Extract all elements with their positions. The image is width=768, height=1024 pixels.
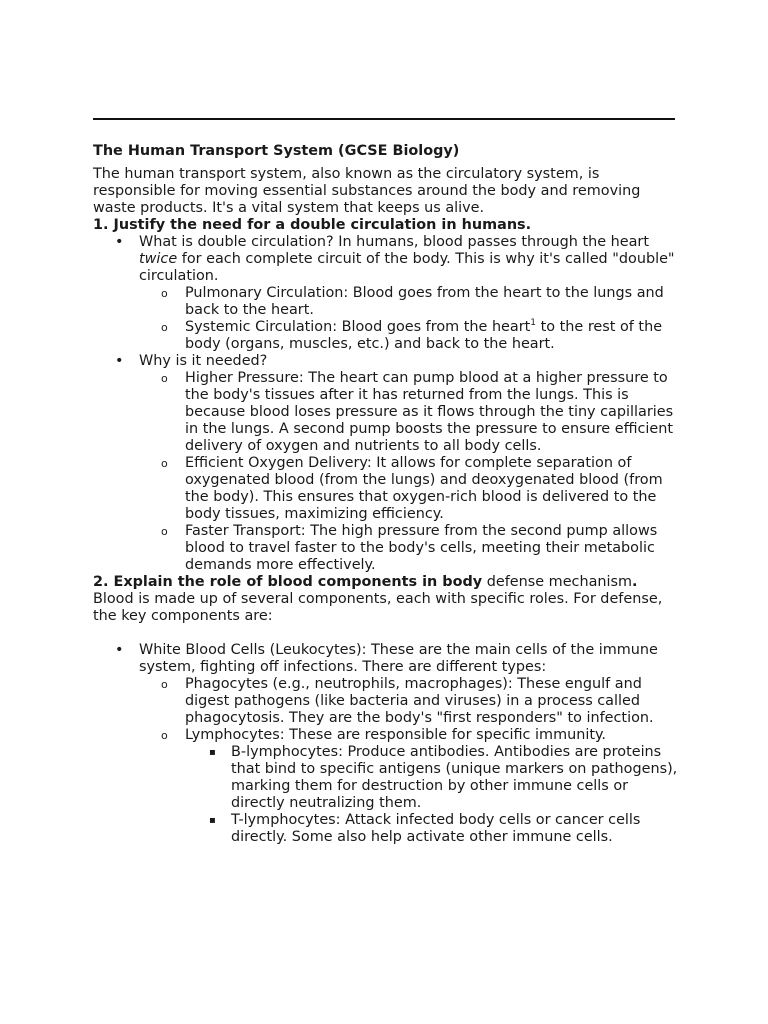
item-text: Systemic Circulation: Blood goes from the heart$^1$ to the rest of the body (organs, muscles, etc.) and back to the heart. <box>185 318 663 352</box>
section-2-heading: 2. Explain the role of blood components in body defense mechanism. <box>93 574 638 590</box>
circle-bullet-icon: o <box>161 321 168 334</box>
item-text: Lymphocytes: These are responsible for specific immunity. <box>185 727 607 743</box>
circle-bullet-icon: o <box>161 457 168 470</box>
document-title: The Human Transport System (GCSE Biology) <box>93 143 460 159</box>
footnote-ref[interactable]: 1 <box>530 318 537 328</box>
document-body <box>93 166 678 846</box>
bullet-icon: • <box>115 234 124 250</box>
list-item-white-blood-cells <box>93 642 678 846</box>
circle-bullet-icon: o <box>161 678 168 691</box>
intro-paragraph: The human transport system, also known as the circulatory system, is responsible for moving essential substances around the body and removing waste products. It's a vital system that keeps us alive. <box>93 166 641 216</box>
bullet-icon: • <box>115 642 124 658</box>
list-item-phagocytes <box>139 676 678 727</box>
section-2-list <box>93 642 678 846</box>
sub-list <box>139 285 678 353</box>
item-text: Efficient Oxygen Delivery: It allows for complete separation of oxygenated blood (from the lungs) and deoxygenated blood (from the body). This ensures that oxygen-rich blood is delivered to the body tissues, maximizing efficiency. <box>185 455 663 522</box>
emphasis-text: twice <box>139 251 178 267</box>
section-1-heading: 1. Justify the need for a double circulation in humans. <box>93 217 532 233</box>
list-item-faster-transport <box>139 523 678 574</box>
item-text: Faster Transport: The high pressure from the second pump allows blood to travel faster to the body's cells, meeting their metabolic demands more effectively. <box>185 523 658 573</box>
item-text: Why is it needed? <box>139 353 268 369</box>
item-text: Phagocytes (e.g., neutrophils, macrophages): These engulf and digest pathogens (like bacteria and viruses) in a process called phagocytosis. They are the body's "first responders" to infection. <box>185 676 654 726</box>
paragraph-spacer <box>93 625 678 642</box>
item-text: Higher Pressure: The heart can pump blood at a higher pressure to the body's tissues after it has returned from the lungs. This is because blood loses pressure as it flows through the tiny capillaries in the lungs. A second pump boosts the pressure to ensure efficient delivery of oxygen and nutrients to all body cells. <box>185 370 674 454</box>
section-1-list <box>93 234 678 574</box>
square-bullet-icon: ▪ <box>209 815 216 826</box>
sub-list <box>139 370 678 574</box>
sub-list <box>139 676 678 846</box>
header-rule <box>93 118 675 120</box>
circle-bullet-icon: o <box>161 287 168 300</box>
circle-bullet-icon: o <box>161 525 168 538</box>
list-item-lymphocytes <box>139 727 678 846</box>
list-item-higher-pressure <box>139 370 678 455</box>
section-2-intro: Blood is made up of several components, each with specific roles. For defense, the key components are: <box>93 591 663 624</box>
item-text: What is double circulation? In humans, blood passes through the heart twice for each complete circuit of the body. This is why it's called "double" circulation. <box>139 234 675 284</box>
list-item-why-needed <box>93 353 678 574</box>
circle-bullet-icon: o <box>161 372 168 385</box>
bullet-icon: • <box>115 353 124 369</box>
sub-sub-list <box>185 744 678 846</box>
item-text: T-lymphocytes: Attack infected body cells or cancer cells directly. Some also help activate other immune cells. <box>231 812 641 845</box>
list-item-b-lymphocytes <box>185 744 678 812</box>
item-text: White Blood Cells (Leukocytes): These are the main cells of the immune system, fighting off infections. There are different types: <box>139 642 658 675</box>
square-bullet-icon: ▪ <box>209 747 216 758</box>
list-item-systemic <box>139 319 678 353</box>
item-text: Pulmonary Circulation: Blood goes from the heart to the lungs and back to the heart. <box>185 285 664 318</box>
list-item-t-lymphocytes <box>185 812 678 846</box>
list-item-pulmonary <box>139 285 678 319</box>
item-text: B-lymphocytes: Produce antibodies. Antibodies are proteins that bind to specific antigens (unique markers on pathogens), marking them for destruction by other immune cells or directly neutralizing them. <box>231 744 678 811</box>
list-item-double-circulation <box>93 234 678 353</box>
circle-bullet-icon: o <box>161 729 168 742</box>
list-item-oxygen-delivery <box>139 455 678 523</box>
